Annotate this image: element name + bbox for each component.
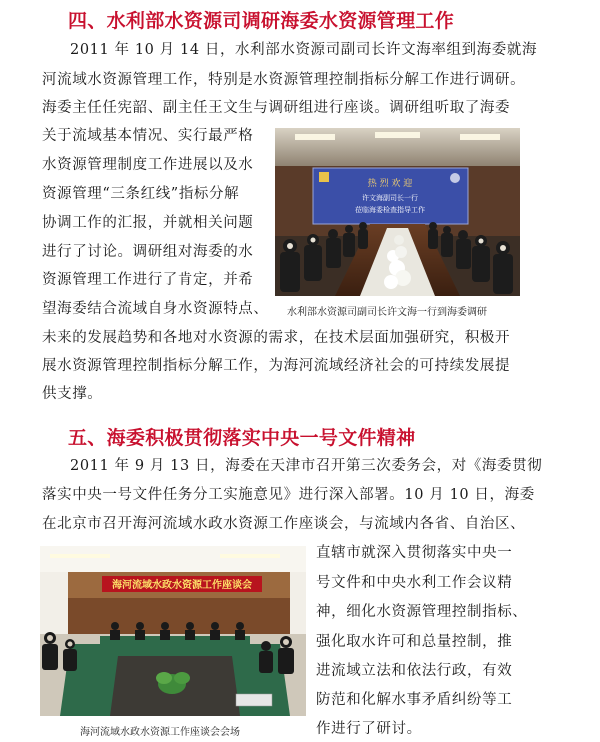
paragraph-line: 防范和化解水事矛盾纠纷等工 — [316, 692, 513, 708]
paragraph-line: 在北京市召开海河流域水政水资源工作座谈会，与流域内各省、自治区、 — [42, 516, 526, 532]
section-4-heading: 四、水利部水资源司调研海委水资源管理工作 — [68, 10, 455, 32]
conference-hall-illustration — [40, 546, 306, 716]
screen-text-guest: 许文海副司长一行 — [362, 194, 418, 202]
screen-text-purpose: 莅临海委检查指导工作 — [355, 206, 425, 214]
meeting-photo-1 — [275, 128, 520, 296]
paragraph-line: 水资源管理制度工作进展以及水 — [42, 157, 254, 173]
paragraph-line: 供支撑。 — [42, 386, 103, 402]
paragraph-line: 协调工作的汇报，并就相关问题 — [42, 215, 254, 231]
paragraph-line: 望海委结合流域自身水资源特点、 — [42, 301, 269, 317]
paragraph-line: 2011 年 10 月 14 日，水利部水资源司副司长许文海率组到海委就海 — [70, 42, 538, 58]
meeting-room-illustration — [275, 128, 520, 296]
screen-text-welcome: 热 烈 欢 迎 — [367, 179, 413, 189]
paragraph-line: 神，细化水资源管理控制指标、 — [316, 604, 528, 620]
paragraph-line: 海委主任任宪韶、副主任王文生与调研组进行座谈。调研组听取了海委 — [42, 100, 511, 116]
photo-1-caption: 水利部水资源司副司长许文海一行到海委调研 — [287, 307, 487, 318]
paragraph-line: 直辖市就深入贯彻落实中央一 — [316, 545, 513, 561]
banner-text: 海河流域水政水资源工作座谈会 — [112, 580, 252, 591]
meeting-photo-2 — [40, 546, 306, 716]
paragraph-line: 作进行了研讨。 — [316, 721, 422, 737]
paragraph-line: 落实中央一号文件任务分工实施意见》进行深入部署。10 月 10 日，海委 — [42, 487, 535, 503]
paragraph-line: 进行了讨论。调研组对海委的水 — [42, 244, 254, 260]
paragraph-line: 号文件和中央水利工作会议精 — [316, 575, 513, 591]
photo-2-caption: 海河流域水政水资源工作座谈会会场 — [80, 727, 240, 738]
paragraph-line: 2011 年 9 月 13 日，海委在天津市召开第三次委务会，对《海委贯彻 — [70, 458, 543, 474]
paragraph-line: 强化取水许可和总量控制，推 — [316, 634, 513, 650]
paragraph-line: 资源管理工作进行了肯定，并希 — [42, 272, 254, 288]
section-5-heading: 五、海委积极贯彻落实中央一号文件精神 — [68, 427, 416, 449]
paragraph-line: 展水资源管理控制指标分解工作，为海河流域经济社会的可持续发展提 — [42, 358, 511, 374]
paragraph-line: 关于流域基本情况、实行最严格 — [42, 128, 254, 144]
paragraph-line: 河流域水资源管理工作，特别是水资源管理控制指标分解工作进行调研。 — [42, 72, 526, 88]
paragraph-line: 资源管理“三条红线”指标分解 — [42, 186, 240, 202]
paragraph-line: 进流域立法和依法行政，有效 — [316, 663, 513, 679]
paragraph-line: 未来的发展趋势和各地对水资源的需求，在技术层面加强研究，积极开 — [42, 330, 511, 346]
